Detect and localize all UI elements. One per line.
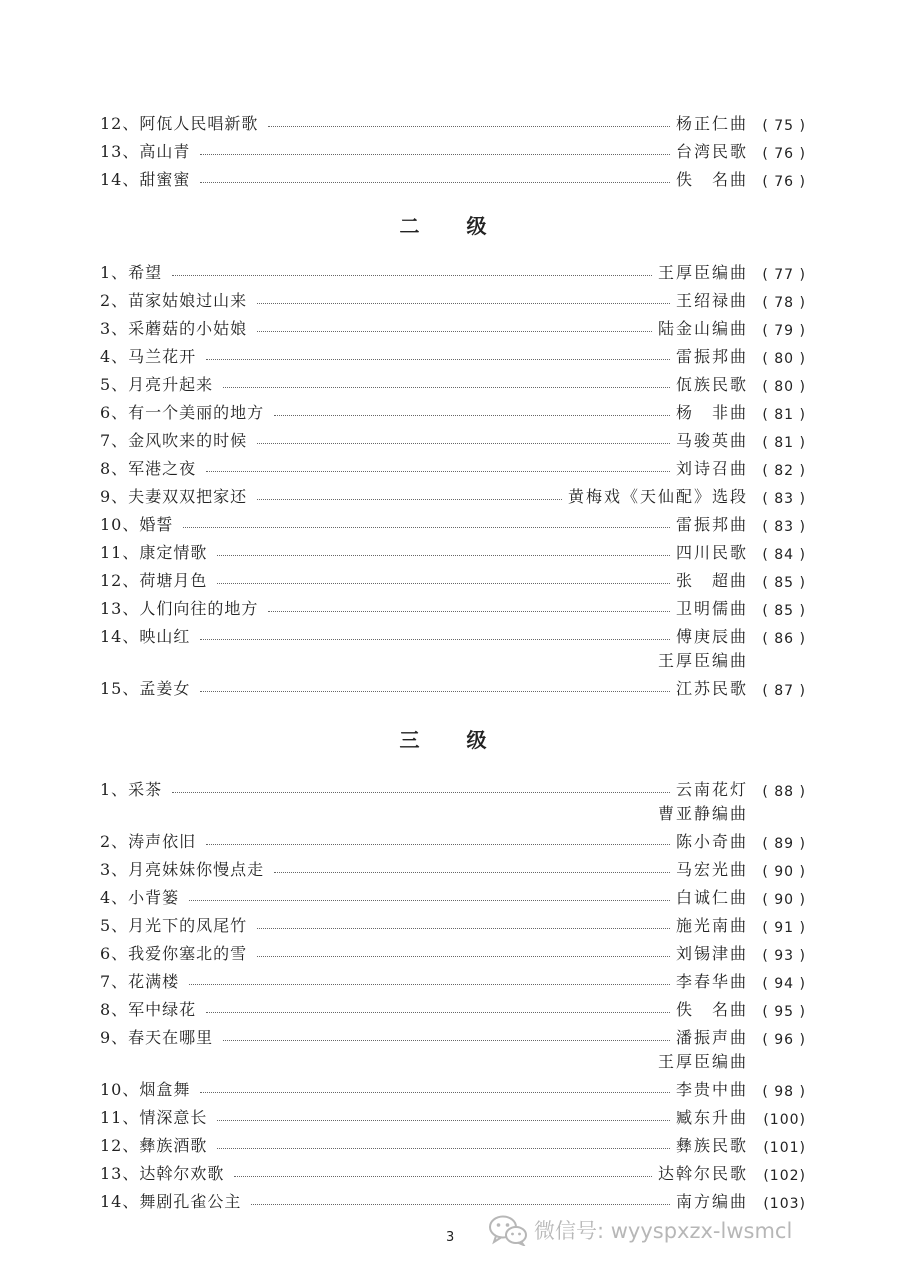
dot-leader [200,154,670,155]
entry-page: ( 85 ) [762,603,806,619]
entry-page: ( 83 ) [762,519,806,535]
dot-leader [189,984,670,985]
entry-page: ( 86 ) [762,631,806,647]
entry-composer: 雷振邦曲 [675,347,748,366]
entry-title: 4、小背篓 [100,888,180,907]
entry-page: (100) [763,1112,806,1128]
toc-entry [100,367,806,395]
toc-entry [100,255,806,283]
entry-page: ( 89 ) [762,836,806,852]
entry-composer: 江苏民歌 [675,679,748,698]
entry-page: ( 94 ) [762,976,806,992]
toc-entry [100,1100,806,1128]
toc-entry-extra-line [100,1048,806,1072]
entry-title: 9、夫妻双双把家还 [100,487,248,506]
entry-composer: 刘诗召曲 [675,459,748,478]
toc-entry [100,671,806,699]
toc-entry [100,479,806,507]
entry-composer: 陈小奇曲 [675,832,748,851]
toc-entry-extra-line [100,800,806,824]
entry-page: ( 85 ) [762,575,806,591]
dot-leader [223,387,670,388]
entry-page: ( 80 ) [762,351,806,367]
entry-title: 5、月光下的凤尾竹 [100,916,248,935]
entry-title: 2、苗家姑娘过山来 [100,291,248,310]
dot-leader [234,1176,652,1177]
toc-entry [100,451,806,479]
toc-entry [100,134,806,162]
entry-title: 11、康定情歌 [100,543,208,562]
entry-page: ( 76 ) [762,174,806,190]
watermark-text: 微信号: wyyspxzx-lwsmcl [534,1219,793,1243]
dot-leader [200,691,670,692]
toc-entry [100,563,806,591]
dot-leader [217,1148,670,1149]
entry-title: 11、情深意长 [100,1108,208,1127]
page-number: 3 [446,1230,455,1245]
dot-leader [206,844,670,845]
toc-entry [100,908,806,936]
dot-leader [172,792,670,793]
entry-page: (103) [763,1196,806,1212]
entry-arranger: 王厚臣编曲 [657,1052,748,1071]
entry-title: 13、达斡尔欢歌 [100,1164,225,1183]
entry-composer: 达斡尔民歌 [657,1164,748,1183]
dot-leader [206,1012,670,1013]
toc-entry [100,591,806,619]
entry-title: 10、婚誓 [100,515,174,534]
dot-leader [189,900,670,901]
entry-title: 9、春天在哪里 [100,1028,214,1047]
entry-composer: 彝族民歌 [675,1136,748,1155]
entry-title: 7、金风吹来的时候 [100,431,248,450]
entry-page: ( 81 ) [762,435,806,451]
entry-composer: 佚 名曲 [675,170,748,189]
entry-page: ( 98 ) [762,1084,806,1100]
entry-title: 13、高山青 [100,142,191,161]
wechat-icon [488,1214,528,1246]
entry-title: 12、荷塘月色 [100,571,208,590]
dot-leader [172,275,652,276]
entry-page: ( 83 ) [762,491,806,507]
toc-entry [100,1184,806,1212]
toc-entry [100,964,806,992]
entry-title: 14、映山红 [100,627,191,646]
entry-page: ( 75 ) [762,118,806,134]
entry-page: ( 81 ) [762,407,806,423]
toc-entry [100,106,806,134]
toc-entry [100,507,806,535]
dot-leader [251,1204,670,1205]
section-level-2 [100,255,806,699]
entry-title: 3、月亮妹妹你慢点走 [100,860,265,879]
dot-leader [274,415,670,416]
entry-page: ( 87 ) [762,683,806,699]
entry-page: ( 93 ) [762,948,806,964]
toc-entry [100,1072,806,1100]
entry-page: ( 76 ) [762,146,806,162]
entry-title: 1、希望 [100,263,163,282]
entry-composer: 黄梅戏《天仙配》选段 [567,487,748,506]
entry-composer: 李春华曲 [675,972,748,991]
entry-composer: 卫明儒曲 [675,599,748,618]
entry-page: ( 90 ) [762,864,806,880]
entry-title: 2、涛声依旧 [100,832,197,851]
entry-title: 8、军中绿花 [100,1000,197,1019]
entry-page: ( 80 ) [762,379,806,395]
entry-composer: 白诚仁曲 [675,888,748,907]
entry-title: 12、阿佤人民唱新歌 [100,114,259,133]
entry-title: 13、人们向往的地方 [100,599,259,618]
dot-leader [274,872,670,873]
toc-entry [100,824,806,852]
toc-entry [100,936,806,964]
entry-page: ( 90 ) [762,892,806,908]
dot-leader [200,182,670,183]
toc-entry [100,395,806,423]
entry-composer: 四川民歌 [675,543,748,562]
toc-entry [100,852,806,880]
toc-entry [100,162,806,190]
entry-composer: 陆金山编曲 [657,319,748,338]
toc-entry [100,423,806,451]
toc-entry [100,1128,806,1156]
entry-composer: 杨正仁曲 [675,114,748,133]
entry-page: (101) [763,1140,806,1156]
watermark [488,1214,792,1246]
entry-page: ( 91 ) [762,920,806,936]
dot-leader [183,527,670,528]
toc-entry-extra-line [100,647,806,671]
dot-leader [217,583,670,584]
toc-entry [100,339,806,367]
entry-title: 7、花满楼 [100,972,180,991]
entry-title: 12、彝族酒歌 [100,1136,208,1155]
toc-entry [100,283,806,311]
entry-composer: 傅庚辰曲 [675,627,748,646]
toc-entry [100,1020,806,1048]
entry-composer: 佤族民歌 [675,375,748,394]
entry-title: 1、采茶 [100,780,163,799]
dot-leader [268,611,670,612]
entry-page: ( 79 ) [762,323,806,339]
dot-leader [200,1092,670,1093]
entry-composer: 马骏英曲 [675,431,748,450]
entry-page: ( 84 ) [762,547,806,563]
dot-leader [200,639,670,640]
entry-composer: 李贵中曲 [675,1080,748,1099]
toc-entry [100,311,806,339]
dot-leader [223,1040,670,1041]
dot-leader [257,303,670,304]
dot-leader [257,331,652,332]
entry-arranger: 曹亚静编曲 [657,804,748,823]
entry-composer: 刘锡津曲 [675,944,748,963]
dot-leader [257,443,670,444]
entry-composer: 王厚臣编曲 [657,263,748,282]
entry-page: ( 82 ) [762,463,806,479]
entry-page: ( 96 ) [762,1032,806,1048]
toc-entry [100,1156,806,1184]
section-heading-level-3: 三 级 [399,728,507,752]
entry-page: ( 95 ) [762,1004,806,1020]
entry-title: 6、有一个美丽的地方 [100,403,265,422]
entry-title: 8、军港之夜 [100,459,197,478]
entry-title: 3、采蘑菇的小姑娘 [100,319,248,338]
section-heading-level-2: 二 级 [399,214,507,238]
entry-page: ( 78 ) [762,295,806,311]
entry-composer: 王绍禄曲 [675,291,748,310]
entry-composer: 施光南曲 [675,916,748,935]
entry-title: 10、烟盒舞 [100,1080,191,1099]
toc-entry [100,535,806,563]
entry-composer: 佚 名曲 [675,1000,748,1019]
dot-leader [268,126,670,127]
entry-page: (102) [763,1168,806,1184]
entry-composer: 台湾民歌 [675,142,748,161]
entry-title: 15、孟姜女 [100,679,191,698]
section-level-1-tail [100,106,806,190]
entry-composer: 张 超曲 [675,571,748,590]
dot-leader [257,928,670,929]
dot-leader [217,1120,670,1121]
entry-title: 4、马兰花开 [100,347,197,366]
toc-entry [100,772,806,800]
section-level-3 [100,772,806,1212]
toc-entry [100,619,806,647]
entry-composer: 云南花灯 [675,780,748,799]
toc-entry [100,992,806,1020]
dot-leader [206,471,670,472]
entry-title: 6、我爱你塞北的雪 [100,944,248,963]
entry-composer: 雷振邦曲 [675,515,748,534]
entry-arranger: 王厚臣编曲 [657,651,748,670]
entry-composer: 潘振声曲 [675,1028,748,1047]
entry-composer: 南方编曲 [675,1192,748,1211]
entry-page: ( 77 ) [762,267,806,283]
entry-composer: 马宏光曲 [675,860,748,879]
entry-title: 14、甜蜜蜜 [100,170,191,189]
dot-leader [257,499,562,500]
entry-title: 5、月亮升起来 [100,375,214,394]
toc-entry [100,880,806,908]
dot-leader [257,956,670,957]
entry-composer: 臧东升曲 [675,1108,748,1127]
entry-composer: 杨 非曲 [675,403,748,422]
dot-leader [206,359,670,360]
dot-leader [217,555,670,556]
entry-page: ( 88 ) [762,784,806,800]
entry-title: 14、舞剧孔雀公主 [100,1192,242,1211]
